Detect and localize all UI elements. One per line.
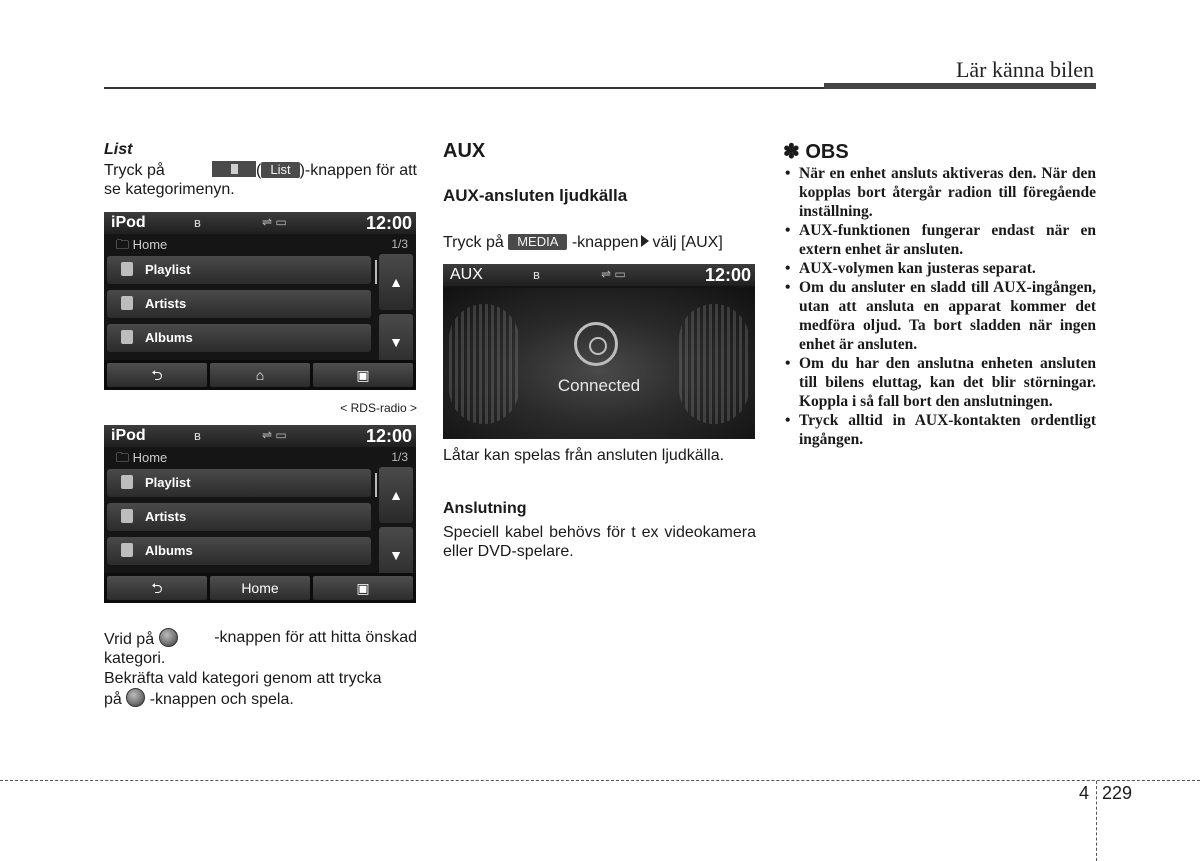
bluetooth-icon: ʙ <box>194 215 201 230</box>
page-header-title: Lär känna bilen <box>955 57 1094 82</box>
list-item-artists[interactable]: Artists <box>107 503 371 531</box>
obs-item: • Om du ansluter en sladd till AUX-ingången, utan att ansluta en apparat kommer det medföra oljud. Ta bort sladden när ingen enhet är ansluten. <box>783 278 1096 354</box>
list-instruction: Tryck på ( List )-knappen för att se kategorimenyn. <box>104 162 417 198</box>
playlist-icon <box>121 262 133 276</box>
equalizer-left-decoration <box>449 304 519 424</box>
scroll-down-button[interactable]: ▼ <box>379 314 413 370</box>
connection-text: Speciell kabel behövs för t ex videokamera eller DVD-spelare. <box>443 524 756 560</box>
breadcrumb: 🗀 Home <box>116 237 168 252</box>
artist-icon <box>121 509 133 523</box>
scroll-up-button[interactable]: ▲ <box>379 467 413 523</box>
bluetooth-icon: ʙ <box>194 428 201 443</box>
aux-screen <box>443 264 755 439</box>
home-icon-button[interactable]: ⌂ <box>210 363 310 387</box>
tune-knob-icon <box>159 628 178 647</box>
aux-instruction: Tryck på MEDIA -knappen välj [AUX] <box>443 234 723 251</box>
usb-icon: ⇌ ▭ <box>262 428 287 442</box>
aux-disc-icon <box>574 322 618 366</box>
aux-heading: AUX <box>443 140 486 162</box>
equalizer-right-decoration <box>679 304 749 424</box>
breadcrumb: 🗀 Home <box>116 450 168 465</box>
album-icon <box>121 330 133 344</box>
obs-heading: ✽ OBS <box>783 141 849 163</box>
screen-title: iPod <box>111 214 146 231</box>
media-key: MEDIA <box>508 234 567 250</box>
footer-vertical-divider <box>1096 781 1097 861</box>
page-count: 1/3 <box>391 450 408 464</box>
obs-item: • När en enhet ansluts aktiveras den. När den kopplas bort återgår radion till föregående inställning. <box>783 164 1096 221</box>
scroll-down-button[interactable]: ▼ <box>379 527 413 583</box>
arrow-right-icon <box>641 235 649 247</box>
obs-item: • AUX-volymen kan justeras separat. <box>783 259 1096 278</box>
obs-item: • Om du har den anslutna enheten ansluten till bilens eluttag, kan det blir störningar. Koppla i så fall bort den anslutningen. <box>783 354 1096 411</box>
page-number: 229 <box>1102 783 1133 803</box>
screen-title: AUX <box>450 266 483 283</box>
obs-item: • AUX-funktionen fungerar endast när en extern enhet är ansluten. <box>783 221 1096 259</box>
list-item-albums[interactable]: Albums <box>107 324 371 352</box>
list-item-playlist[interactable]: Playlist <box>107 469 371 497</box>
list-key: List <box>261 162 299 178</box>
clock: 12:00 <box>704 265 751 285</box>
rds-radio-caption: < RDS-radio > <box>340 401 417 415</box>
list-item-artists[interactable]: Artists <box>107 290 371 318</box>
scroll-up-button[interactable]: ▲ <box>379 254 413 310</box>
bottom-bar <box>104 573 416 603</box>
list-heading: List <box>104 141 133 158</box>
tune-knob-icon <box>126 688 145 707</box>
confirm-instruction: Bekräfta vald kategori genom att trycka <box>104 670 382 687</box>
connection-status: Connected <box>557 376 641 395</box>
list-menu-icon <box>212 161 256 177</box>
back-button[interactable]: ⮌ <box>107 363 207 387</box>
list-item-playlist[interactable]: Playlist <box>107 256 371 284</box>
header-accent-bar <box>824 83 1096 89</box>
scrollbar[interactable] <box>375 260 377 284</box>
usb-icon: ⇌ ▭ <box>262 215 287 229</box>
obs-item: • Tryck alltid in AUX-kontakten ordentligt ingången. <box>783 411 1096 449</box>
scrollbar[interactable] <box>375 473 377 497</box>
chapter-number: 4 <box>1079 783 1090 803</box>
album-icon <box>121 543 133 557</box>
list-item-albums[interactable]: Albums <box>107 537 371 565</box>
ipod-screen-rds-list <box>104 212 416 390</box>
ipod-screen-home-list <box>104 425 416 603</box>
usb-icon: ⇌ ▭ <box>601 267 626 281</box>
list-instruction-pre: Tryck på <box>104 162 165 179</box>
aux-subheading: AUX-ansluten ljudkälla <box>443 186 628 205</box>
artist-icon <box>121 296 133 310</box>
playlist-icon <box>121 475 133 489</box>
obs-list <box>783 164 1096 449</box>
clock: 12:00 <box>365 213 412 233</box>
bottom-bar <box>104 360 416 390</box>
list-instruction-post: )-knappen för att <box>299 162 417 179</box>
page-count: 1/3 <box>391 237 408 251</box>
connection-heading: Anslutning <box>443 500 527 517</box>
back-button[interactable]: ⮌ <box>107 576 207 600</box>
home-button[interactable]: Home <box>210 576 310 600</box>
clock: 12:00 <box>365 426 412 446</box>
folder-button[interactable]: ▣ <box>313 576 413 600</box>
bluetooth-icon: ʙ <box>533 267 540 282</box>
rotate-instruction: Vrid på -knappen för att hitta önskad kategori. Bekräfta vald kategori genom att trycka på -knappen och spela. <box>104 629 417 708</box>
folder-button[interactable]: ▣ <box>313 363 413 387</box>
footer-divider <box>0 780 1200 781</box>
list-instruction-line2: se kategorimenyn. <box>104 181 235 198</box>
aux-caption: Låtar kan spelas från ansluten ljudkälla. <box>443 447 725 464</box>
screen-title: iPod <box>111 427 146 444</box>
